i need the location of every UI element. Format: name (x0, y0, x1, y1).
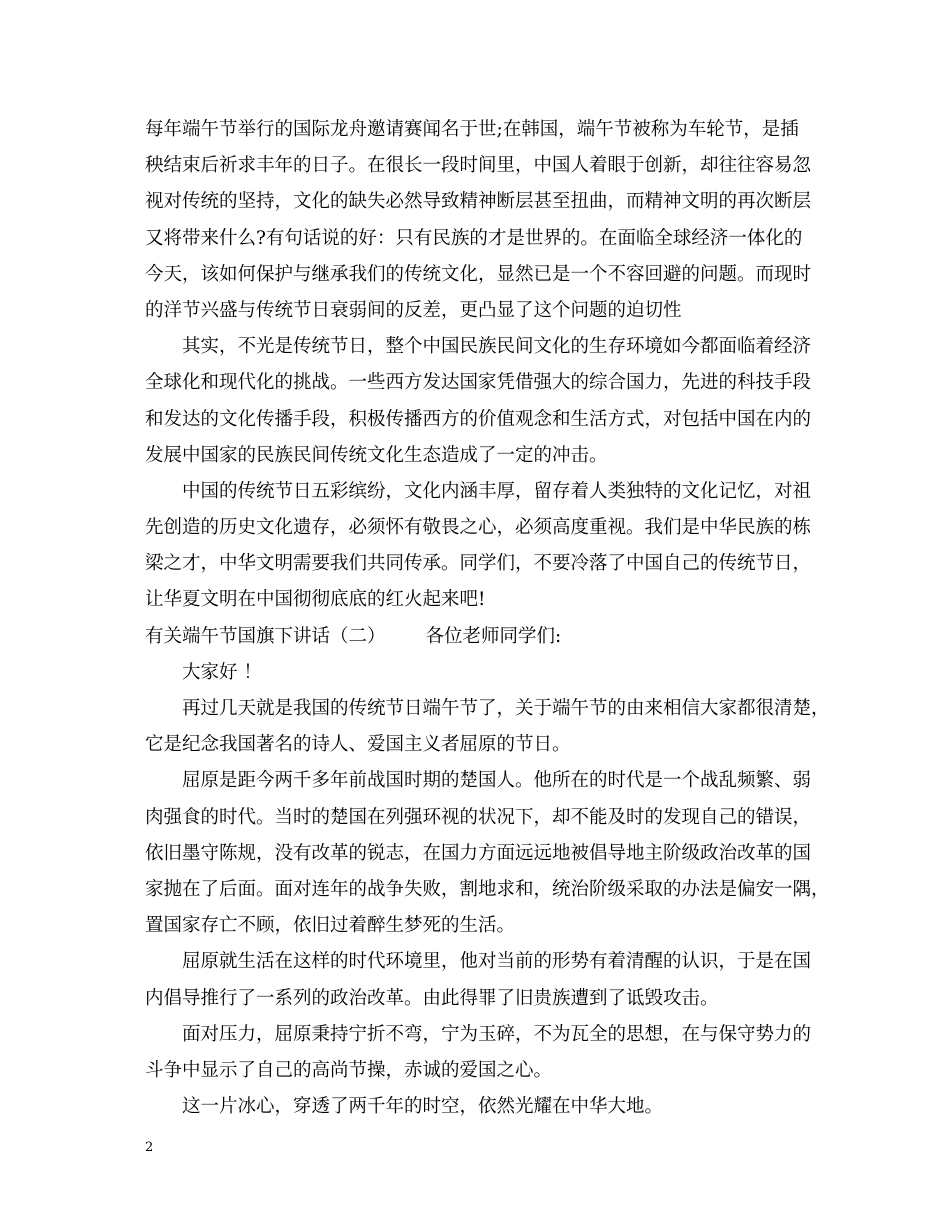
heading-title: 有关端午节国旗下讲话（二） (145, 625, 386, 647)
text-line: 每年端午节举行的国际龙舟邀请赛闻名于世;在韩国，端午节被称为车轮节，是插 (145, 119, 799, 140)
paragraph-start: 这一片冰心，穿透了两千年的时空，依然光耀在中华大地。 (182, 1096, 664, 1118)
paragraph-start: 屈原是距今两千多年前战国时期的楚国人。他所在的时代是一个战乱频繁、弱 (182, 770, 812, 792)
text-line: 斗争中显示了自己的高尚节操，赤诚的爱国之心。 (145, 1059, 553, 1081)
text-line: 梁之才，中华文明需要我们共同传承。同学们，不要冷落了中国自己的传统节日， (145, 553, 812, 575)
text-line: 让华夏文明在中国彻彻底底的红火起来吧! (145, 589, 486, 611)
heading-salutation: 各位老师同学们: (425, 625, 562, 647)
greeting-line: 大家好 ！ (182, 661, 262, 683)
text-line: 它是纪念我国著名的诗人、爱国主义者屈原的节日。 (145, 734, 571, 756)
paragraph-start: 面对压力，屈原秉持宁折不弯，宁为玉碎，不为瓦全的思想，在与保守势力的 (182, 1023, 812, 1045)
paragraph-start: 屈原就生活在这样的时代环境里，他对当前的形势有着清醒的认识，于是在国 (182, 951, 812, 973)
page-number: 2 (145, 1140, 154, 1155)
paragraph-start: 再过几天就是我国的传统节日端午节了，关于端午节的由来相信大家都很清楚， (182, 698, 830, 719)
paragraph-start: 其实，不光是传统节日，整个中国民族民间文化的生存环境如今都面临着经济 (182, 336, 812, 358)
text-line: 内倡导推行了一系列的政治改革。由此得罪了旧贵族遭到了诋毁攻击。 (145, 987, 719, 1009)
text-line: 视对传统的坚持，文化的缺失必然导致精神断层甚至扭曲，而精神文明的再次断层 (145, 191, 812, 213)
text-line: 秧结束后祈求丰年的日子。在很长一段时间里，中国人着眼于创新，却往往容易忽 (145, 155, 812, 177)
text-line: 又将带来什么?有句话说的好：只有民族的才是世界的。在面临全球经济一体化的 (145, 227, 803, 249)
text-line: 和发达的文化传播手段，积极传播西方的价值观念和生活方式，对包括中国在内的 (145, 408, 812, 430)
speech-heading (145, 619, 815, 655)
text-line: 全球化和现代化的挑战。一些西方发达国家凭借强大的综合国力，先进的科技手段 (145, 372, 812, 394)
text-line: 依旧墨守陈规，没有改革的锐志，在国力方面远远地被倡导地主阶级政治改革的国 (145, 842, 812, 864)
text-line: 肉强食的时代。当时的楚国在列强环视的状况下，却不能及时的发现自己的错误， (145, 806, 812, 828)
text-line: 发展中国家的民族民间传统文化生态造成了一定的冲击。 (145, 444, 608, 466)
text-line: 置国家存亡不顾，依旧过着醉生梦死的生活。 (145, 915, 516, 937)
page-content (145, 112, 830, 1125)
text-line: 的洋节兴盛与传统节日衰弱间的反差，更凸显了这个问题的迫切性 (145, 299, 682, 321)
text-line: 家抛在了后面。面对连年的战争失败，割地求和，统治阶级采取的办法是偏安一隅， (145, 878, 830, 900)
paragraph-start: 中国的传统节日五彩缤纷，文化内涵丰厚，留存着人类独特的文化记忆，对祖 (182, 480, 812, 502)
text-line: 先创造的历史文化遗存，必须怀有敬畏之心，必须高度重视。我们是中华民族的栋 (145, 517, 812, 539)
text-line: 今天，该如何保护与继承我们的传统文化，显然已是一个不容回避的问题。而现时 (145, 263, 812, 285)
